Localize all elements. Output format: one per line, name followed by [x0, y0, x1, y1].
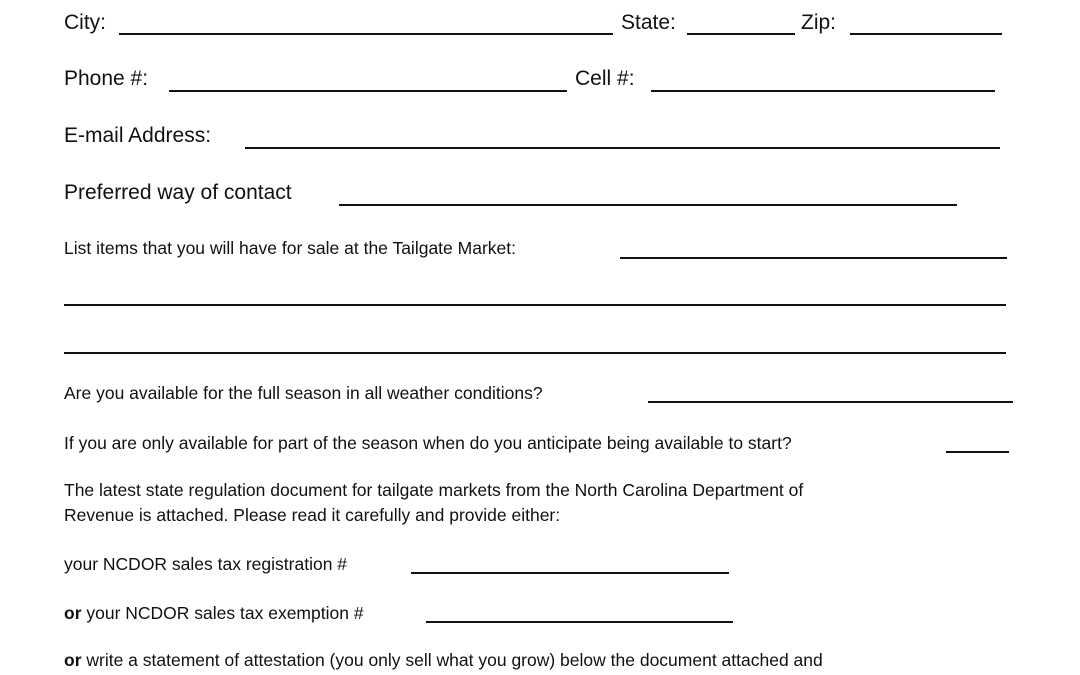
state-underline: [687, 33, 795, 35]
sale-items-underline-3: [64, 352, 1006, 354]
state-label: State:: [621, 11, 676, 34]
cell-underline: [651, 90, 995, 92]
cell-label: Cell #:: [575, 67, 635, 90]
sale-items-field-3[interactable]: [64, 329, 1006, 351]
full-season-underline: [648, 401, 1013, 403]
zip-field[interactable]: [850, 10, 1002, 32]
attestation-or: or: [64, 650, 82, 670]
city-label: City:: [64, 11, 106, 34]
tax-exemption-field[interactable]: [426, 599, 733, 621]
sale-items-underline-2: [64, 304, 1006, 306]
sale-items-underline-1: [620, 257, 1007, 259]
phone-underline: [169, 90, 567, 92]
tax-registration-underline: [411, 572, 729, 574]
phone-label: Phone #:: [64, 67, 149, 90]
partial-season-underline: [946, 451, 1009, 453]
city-field[interactable]: [119, 10, 613, 32]
attestation-body: write a statement of attestation (you only sell what you grow) below the document attached and: [81, 650, 823, 670]
regulation-line-2: Revenue is attached. Please read it carefully and provide either:: [64, 505, 561, 525]
sale-items-field-2[interactable]: [64, 281, 1006, 303]
tax-exemption-label: [64, 605, 364, 623]
sale-items-label: List items that you will have for sale at the Tailgate Market:: [64, 238, 516, 258]
preferred-contact-field[interactable]: [339, 181, 957, 203]
tax-exemption-text: your NCDOR sales tax exemption #: [81, 603, 364, 623]
city-underline: [119, 33, 613, 35]
attestation-text: [64, 652, 823, 670]
email-underline: [245, 147, 1000, 149]
tax-exemption-underline: [426, 621, 733, 623]
tax-registration-label: your NCDOR sales tax registration #: [64, 554, 348, 574]
tax-registration-field[interactable]: [411, 550, 729, 572]
state-field[interactable]: [687, 10, 795, 32]
full-season-label: Are you available for the full season in all weather conditions?: [64, 383, 543, 403]
tax-exemption-or: or: [64, 603, 82, 623]
email-label: E-mail Address:: [64, 124, 212, 147]
partial-season-field[interactable]: [946, 429, 1009, 451]
partial-season-label: If you are only available for part of the season when do you anticipate being available to start?: [64, 433, 792, 453]
email-field[interactable]: [245, 124, 1000, 146]
zip-underline: [850, 33, 1002, 35]
sale-items-field-1[interactable]: [620, 235, 1007, 257]
regulation-line-1: The latest state regulation document for tailgate markets from the North Carolina Department of: [64, 480, 804, 500]
phone-field[interactable]: [169, 67, 567, 89]
cell-field[interactable]: [651, 67, 995, 89]
preferred-contact-underline: [339, 204, 957, 206]
preferred-contact-label: Preferred way of contact: [64, 181, 292, 204]
zip-label: Zip:: [801, 11, 837, 34]
full-season-field[interactable]: [648, 379, 1013, 401]
